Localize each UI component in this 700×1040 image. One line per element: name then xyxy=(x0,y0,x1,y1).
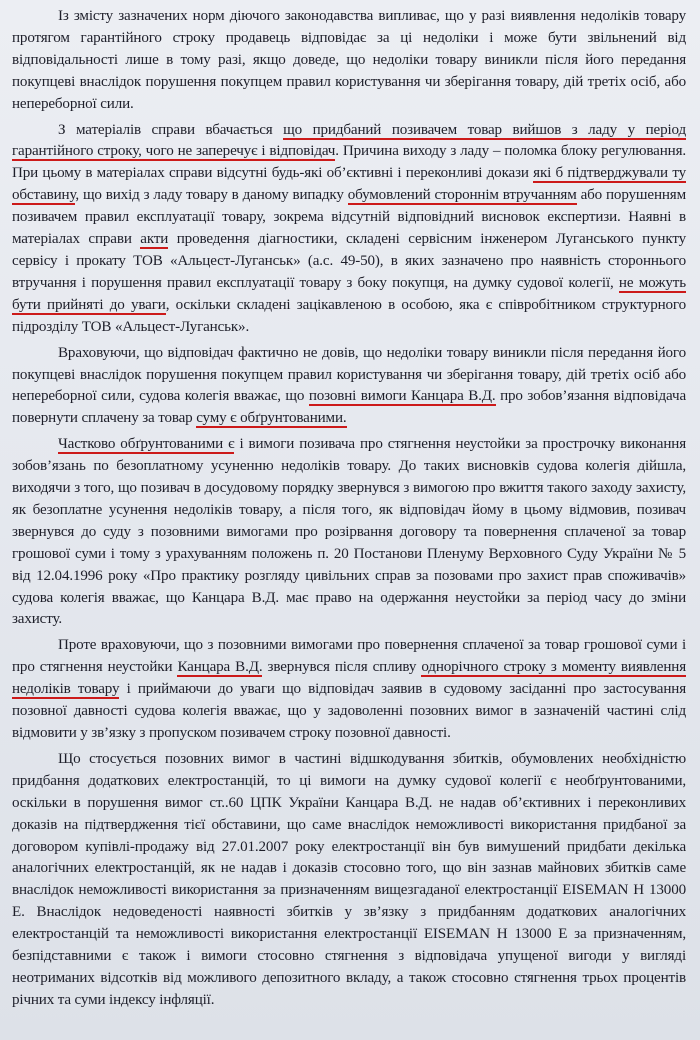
underlined-phrase-partially: Частково обґрунтованими є xyxy=(58,436,235,453)
underlined-phrase-claims: позовні вимоги Канцара В.Д. xyxy=(308,388,496,405)
underlined-phrase-kantsara: Канцара В.Д. xyxy=(177,659,263,676)
text-run: проведення діагностики, складені сервісним інженером Луганського пункту сервісу і прокату ТОВ «Альцест-Луганськ» (а.с. 49-50), в яких зазначено про наявність стороннього втручання і порушення правил експлуатації товару з боку покупця, на думку судової колегії, xyxy=(12,231,686,291)
text-run: або порушенням позивачем правил експлуатації товару, зокрема відсутній відповідний висновок експертизи. Наявні в матеріалах справи xyxy=(12,187,686,248)
text-run: про зобов’язання відповідача повернути сплачену за товар xyxy=(12,388,686,427)
paragraph-4 xyxy=(12,434,686,631)
text-run: . Причина виходу з ладу – поломка блоку регулювання. При цьому в матеріалах справи відсутні будь-які об’єктивні і переконливі докази xyxy=(12,143,686,182)
text-run: , що вихід з ладу товару в даному випадку xyxy=(75,187,348,204)
document-body xyxy=(12,6,686,1016)
paragraph-1: Із змісту зазначених норм діючого законодавства випливає, що у разі виявлення недоліків товару протягом гарантійного строку продавець відповідає за ці недоліки і може бути звільнений від відповідальності лише в тому разі, якщо доведе, що недоліки товару виникли після його передання покупцеві внаслідок порушення покупцем правил користування чи зберігання товару, дій третіх осіб, або непереборної сили. xyxy=(12,8,686,112)
underlined-phrase-not-accepted: не можуть бути прийняті до уваги xyxy=(12,274,686,313)
underlined-phrase-evidence: які б підтверджували ту обставину xyxy=(12,165,686,204)
text-run: Проте враховуючи, що з позовними вимогами про повернення сплаченої за товар грошової суми і про стягнення неустойки xyxy=(12,637,686,676)
underlined-phrase-acts: акти xyxy=(140,231,169,248)
underlined-phrase-warranty-failure: що придбаний позивачем товар вийшов з ладу у період гарантійного строку, чого не заперечує і відповідач xyxy=(12,121,686,160)
underlined-phrase-one-year: однорічного строку з моменту виявлення недоліків товару xyxy=(12,659,686,698)
paragraph-6: Що стосується позовних вимог в частині відшкодування збитків, обумовлених необхідністю придбання додаткових електростанцій, то ці вимоги на думку судової колегії є необґрунтованими, оскільки в порушення вимог ст..60 ЦПК України Канцара В.Д. не надав об’єктивних і переконливих доказів на підтвердження тієї обставини, що саме внаслідок неможливості використання придбаної за договором купівлі-продажу від 27.01.2007 року електростанції він був вимушений придбати декілька аналогічних електростанцій, як не надав і доказів стосовно того, що він зазнав майнових збитків саме внаслідок неможливості використання за призначенням вищезгаданої електростанції EISEMAN H 13000 E. Внаслідок недоведеності наявності збитків у зв’язку з придбанням додаткових аналогічних електростанцій та неможливості використання електростанції EISEMAN H 13000 E за призначенням, безпідставними є також і вимоги стосовно стягнення з відповідача упущеної вигоди у вигляді неотриманих відсотків від можливого депозитного вкладу, а також стосовно стягнення трьох процентів річних та суми індексу інфляції. xyxy=(12,750,686,1008)
text-run: З матеріалів справи вбачається xyxy=(58,121,284,138)
paragraph-2 xyxy=(12,120,686,339)
text-run: і приймаючи до уваги що відповідач заявив в судовому засіданні про застосування позовної давності судова колегія вважає, що у задоволенні позовних вимог в зазначеній частині слід відмовити у зв’язку з пропуском позивачем строку позовної давності. xyxy=(12,681,687,741)
underlined-phrase-justified: суму є обґрунтованими. xyxy=(196,410,347,427)
text-run: , оскільки складені зацікавленою в особою, яка є співробітником структурного підрозділу ТОВ «Альцест-Луганськ». xyxy=(12,296,686,335)
paragraph-5 xyxy=(12,635,686,745)
paragraph-3 xyxy=(12,343,686,431)
text-run: Враховуючи, що відповідач фактично не довів, що недоліки товару виникли після передання його покупцеві внаслідок порушення покупцем правил користування чи зберігання товару, дій третіх осіб або непереборної сили, судова колегія вважає, що xyxy=(12,344,686,405)
text-run: звернувся після спливу xyxy=(262,659,422,676)
underlined-phrase-interference: обумовлений стороннім втручанням xyxy=(347,187,577,204)
text-run: і вимоги позивача про стягнення неустойки за прострочку виконання зобов’язань по безоплатному усуненню недоліків товару. До таких висновків судова колегія дійшла, виходячи з того, що позивач в досудовому порядку звернувся з вимогою про вжиття такого заходу захисту, як безоплатне усунення недоліків товару, а після того, як відповідач йому в цьому відмовив, позивач звернувся до суду з позовними вимогами про розірвання договору та повернення сплаченої за товар грошової суми і тому з урахуванням положень п. 20 Постанови Пленуму Верховного Суду України № 5 від 12.04.1996 року «Про практику розгляду цивільних справ за позовами про захист прав споживачів» судова колегія вважає, що Канцара В.Д. має право на одержання неустойки за період часу до зміни захисту. xyxy=(12,436,686,628)
